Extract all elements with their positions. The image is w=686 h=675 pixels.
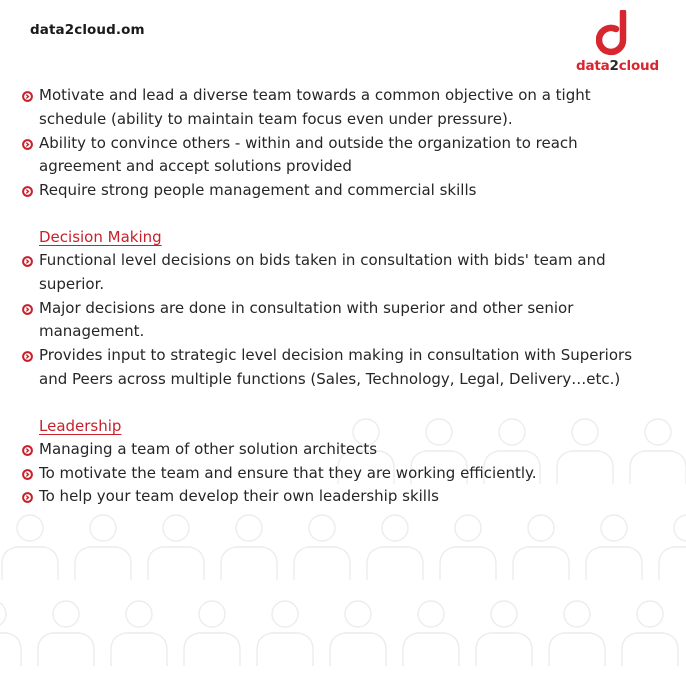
bullet-chevron-icon — [22, 445, 33, 456]
bullet-chevron-icon — [22, 492, 33, 503]
watermark-row-2 — [2, 515, 686, 580]
bullet-text: Ability to convince others - within and outside the organization to reach agreement and accept solutions provided — [39, 133, 578, 176]
logo-text-data: data — [576, 58, 610, 74]
logo-d-icon — [596, 10, 634, 56]
list-item — [22, 132, 662, 180]
logo-text-cloud: cloud — [618, 58, 659, 74]
decision-making-section — [22, 203, 662, 249]
decision-making-bullet-list — [22, 249, 662, 392]
leadership-bullet-list — [22, 438, 662, 509]
list-item — [22, 179, 662, 203]
bullet-text: Functional level decisions on bids taken in consultation with bids' team and superior. — [39, 250, 606, 293]
intro-bullet-list — [22, 84, 662, 203]
bullet-chevron-icon — [22, 304, 33, 315]
bullet-text: Motivate and lead a diverse team towards a common objective on a tight schedule (ability to maintain team focus even under pressure). — [39, 86, 591, 128]
section-heading-decision-making: Decision Making — [39, 227, 162, 246]
bullet-text: To motivate the team and ensure that they are working efficiently. — [39, 463, 537, 482]
list-item — [22, 344, 662, 392]
brand-logo[interactable] — [576, 10, 658, 76]
bullet-text: Major decisions are done in consultation with superior and other senior management. — [39, 298, 574, 341]
bullet-text: Provides input to strategic level decision making in consultation with Superiors and Peers across multiple functions (Sales, Technology, Legal, Delivery…etc.) — [39, 346, 633, 388]
list-item — [22, 249, 662, 297]
bullet-chevron-icon — [22, 139, 33, 150]
site-url[interactable]: data2cloud.om — [30, 22, 145, 38]
leadership-section — [22, 392, 662, 438]
bullet-chevron-icon — [22, 186, 33, 197]
bullet-chevron-icon — [22, 91, 33, 102]
bullet-text: Require strong people management and commercial skills — [39, 181, 477, 200]
bullet-text: Managing a team of other solution architects — [39, 439, 378, 458]
bullet-text: To help your team develop their own leadership skills — [39, 487, 439, 506]
list-item — [22, 485, 662, 509]
list-item — [22, 462, 662, 486]
list-item — [22, 297, 662, 345]
main-content — [22, 84, 662, 509]
logo-wordmark — [576, 58, 658, 74]
logo-text-2: 2 — [609, 58, 619, 74]
bullet-chevron-icon — [22, 469, 33, 480]
list-item — [22, 84, 662, 132]
bullet-chevron-icon — [22, 256, 33, 267]
watermark-row-3 — [0, 601, 678, 666]
list-item — [22, 438, 662, 462]
section-heading-leadership: Leadership — [39, 416, 122, 435]
bullet-chevron-icon — [22, 351, 33, 362]
